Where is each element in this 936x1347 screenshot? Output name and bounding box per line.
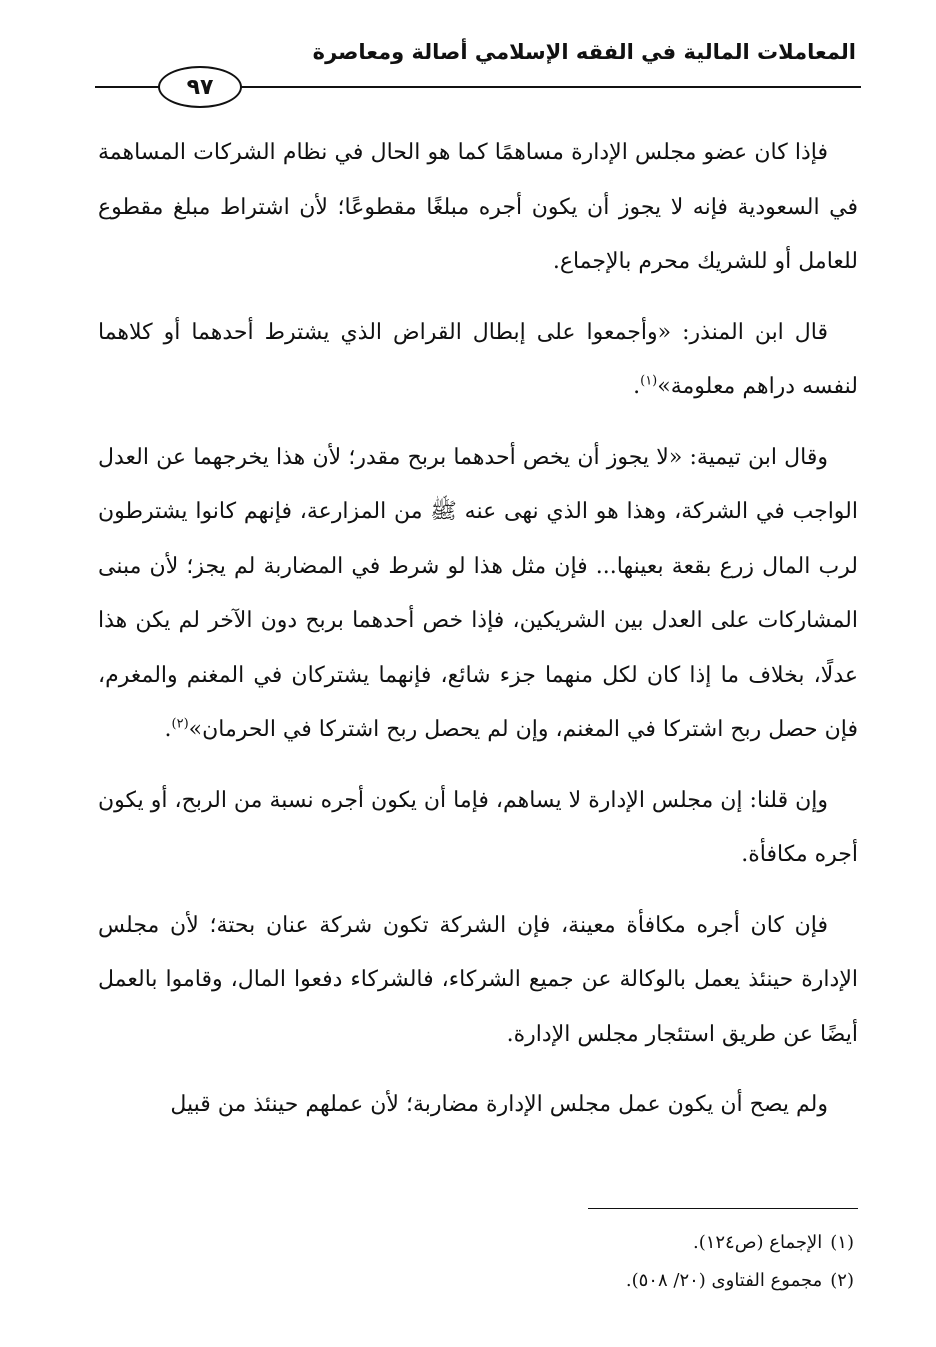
footnote-separator [588,1208,858,1209]
paragraph-4 [98,774,858,883]
paragraph-5 [98,899,858,1063]
footnote-text: الإجماع (ص١٢٤). [692,1232,823,1253]
footnote-1 [98,1224,854,1262]
paragraph-tail: . [164,717,172,742]
paragraph-text: فإن كان أجره مكافأة معينة، فإن الشركة تكون شركة عنان بحتة؛ لأن مجلس الإدارة حينئذ يعمل بالوكالة عن جميع الشركاء، فالشركاء دفعوا المال، وقاموا بالعمل أيضًا عن طريق استئجار مجلس الإدارة. [98,912,858,1047]
running-title: المعاملات المالية في الفقه الإسلامي أصالة ومعاصرة [312,40,856,64]
paragraph-text: وإن قلنا: إن مجلس الإدارة لا يساهم، فإما أن يكون أجره نسبة من الربح، أو يكون أجره مكافأة. [98,787,858,867]
paragraph-3 [98,431,858,758]
footnote-ref-1[interactable]: (١) [640,373,658,389]
paragraph-text: ولم يصح أن يكون عمل مجلس الإدارة مضاربة؛ لأن عملهم حينئذ من قبيل [170,1092,828,1117]
page-number-text: ٩٧ [186,74,214,100]
footnote-ref-2[interactable]: (٢) [171,716,189,732]
main-text [98,126,858,1149]
paragraph-text: فإذا كان عضو مجلس الإدارة مساهمًا كما هو الحال في نظام الشركات المساهمة في السعودية فإنه لا يجوز أن يكون أجره مبلغًا مقطوعًا؛ لأن اشتراط مبلغ مقطوع للعامل أو للشريك محرم بالإجماع. [98,140,858,274]
paragraph-1 [98,126,858,290]
footnote-marker: (١) [830,1232,854,1253]
footnote-text: مجموع الفتاوى (٢٠/ ٥٠٨). [625,1270,823,1291]
paragraph-tail: . [633,374,641,399]
footnotes [98,1224,854,1300]
footnote-2 [98,1262,854,1300]
paragraph-text: وقال ابن تيمية: «لا يجوز أن يخص أحدهما بربح مقدر؛ لأن هذا يخرجهما عن العدل الواجب في الشركة، وهذا هو الذي نهى عنه ﷺ من المزارعة، فإنهم كانوا يشترطون لرب المال زرع بقعة بعينها... فإن مثل هذا لو شرط في المضاربة لم يجز؛ لأن مبنى المشاركات على العدل بين الشريكين، فإذا خص أحدهما بربح دون الآخر لم يكن هذا عدلًا، بخلاف ما إذا كان لكل منهما جزء شائع، فإنهما يشتركان في المغنم والمغرم، فإن حصل ربح اشتركا في المغنم، وإن لم يحصل ربح اشتركا في الحرمان» [98,444,858,742]
paragraph-text: قال ابن المنذر: «وأجمعوا على إبطال القراض الذي يشترط أحدهما أو كلاهما لنفسه دراهم معلومة» [98,319,858,399]
paragraph-6 [98,1078,858,1133]
footnote-marker: (٢) [830,1270,854,1291]
paragraph-2 [98,306,858,415]
page-number [158,66,242,108]
